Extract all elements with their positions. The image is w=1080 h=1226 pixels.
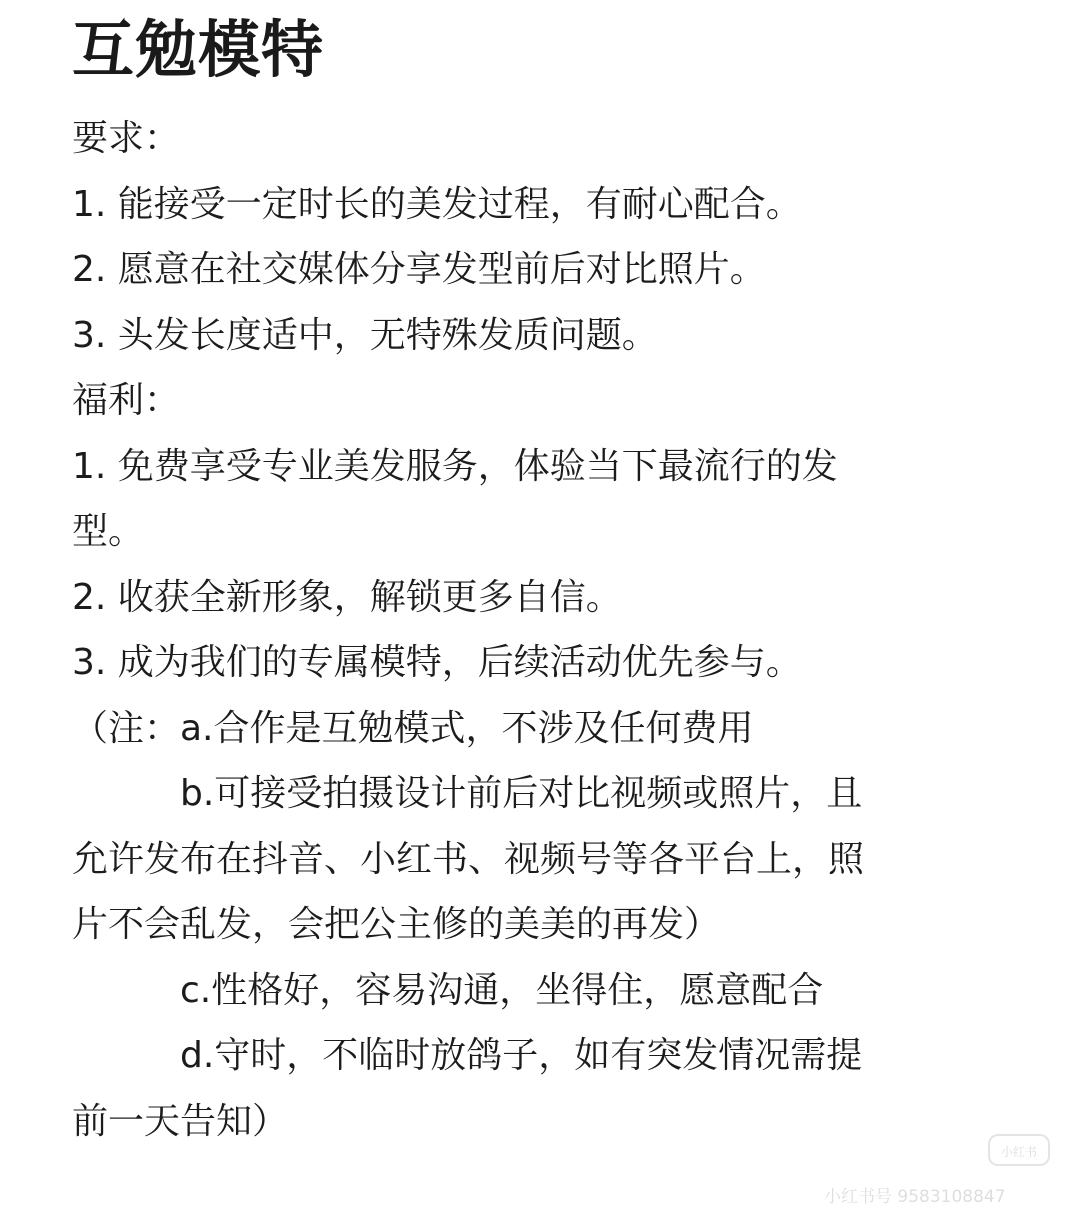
requirements-heading: 要求： <box>72 118 181 159</box>
benefit-item-2: 2. 收获全新形象，解锁更多自信。 <box>72 576 622 618</box>
xiaohongshu-logo-watermark: 小红书 <box>988 1134 1050 1166</box>
requirement-item-2: 2. 愿意在社交媒体分享发型前后对比照片。 <box>72 249 766 290</box>
note-item-d-continued: 前一天告知） <box>72 1100 289 1142</box>
benefit-item-1: 1. 免费享受专业美发服务，体验当下最流行的发 <box>72 445 838 487</box>
benefit-item-3: 3. 成为我们的专属模特，后续活动优先参与。 <box>72 642 802 683</box>
note-item-c: c.性格好，容易沟通，坐得住，愿意配合 <box>180 969 824 1011</box>
note-item-a: （注：a.合作是互勉模式，不涉及任何费用 <box>72 707 754 749</box>
requirement-item-1: 1. 能接受一定时长的美发过程，有耐心配合。 <box>72 183 802 225</box>
benefit-item-1-continued: 型。 <box>72 511 145 552</box>
note-item-d: d.守时，不临时放鸽子，如有突发情况需提 <box>180 1035 863 1076</box>
note-item-b: b.可接受拍摄设计前后对比视频或照片，且 <box>180 773 863 814</box>
note-item-b-continued-2: 片不会乱发，会把公主修的美美的再发） <box>72 904 721 945</box>
page-title: 互勉模特 <box>72 13 325 86</box>
watermark-text: 小红书号 9583108847 <box>824 1187 1006 1207</box>
note-item-b-continued: 允许发布在抖音、小红书、视频号等各平台上，照 <box>72 838 865 880</box>
document-body <box>72 106 1022 1154</box>
requirement-item-3: 3. 头发长度适中，无特殊发质问题。 <box>72 314 658 356</box>
benefits-heading: 福利： <box>72 380 181 421</box>
